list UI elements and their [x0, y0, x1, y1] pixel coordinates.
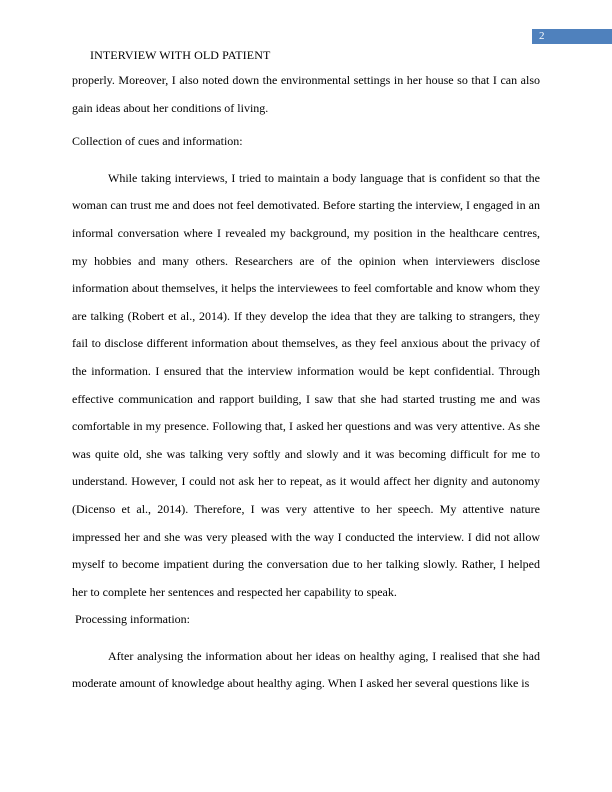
- section-heading-collection: Collection of cues and information:: [72, 134, 243, 149]
- paragraph-processing: After analysing the information about her ideas on healthy aging, I realised that she had moderate amount of knowledge about healthy aging. When I asked her several questions like is: [72, 648, 540, 691]
- running-head: INTERVIEW WITH OLD PATIENT: [90, 48, 271, 62]
- paragraph-continued: properly. Moreover, I also noted down the environmental settings in her house so that I can also gain ideas about her conditions of living.: [72, 73, 540, 115]
- section-heading-processing: Processing information:: [75, 612, 190, 627]
- document-body: [72, 67, 540, 698]
- paragraph-collection: While taking interviews, I tried to maintain a body language that is confident so that the woman can trust me and does not feel demotivated. Before starting the interview, I engaged in an informal conversation where I revealed my background, my position in the healthcare centres, my hobbies and many others. Researchers are of the opinion when interviewers disclose information about themselves, it helps the interviewees to feel comfortable and know whom they are talking (Robert et al., 2014). If they develop the idea that they are talking to strangers, they fail to disclose different information about themselves, as they feel anxious about the privacy of the information. I ensured that the interview information would be kept confidential. Through effective communication and rapport building, I saw that she had started trusting me and was comfortable in my presence. Following that, I asked her questions and was very attentive. As she was quite old, she was talking very softly and slowly and it was becoming difficult for me to understand. However, I could not ask her to repeat, as it would affect her dignity and autonomy (Dicenso et al., 2014). Therefore, I was very attentive to her speech. My attentive nature impressed her and she was very pleased with the way I conducted the interview. I did not allow myself to become impatient during the conversation due to her talking slowly. Rather, I helped her to complete her sentences and respected her capability to speak.: [72, 170, 540, 599]
- page-number-badge: 2: [532, 29, 612, 44]
